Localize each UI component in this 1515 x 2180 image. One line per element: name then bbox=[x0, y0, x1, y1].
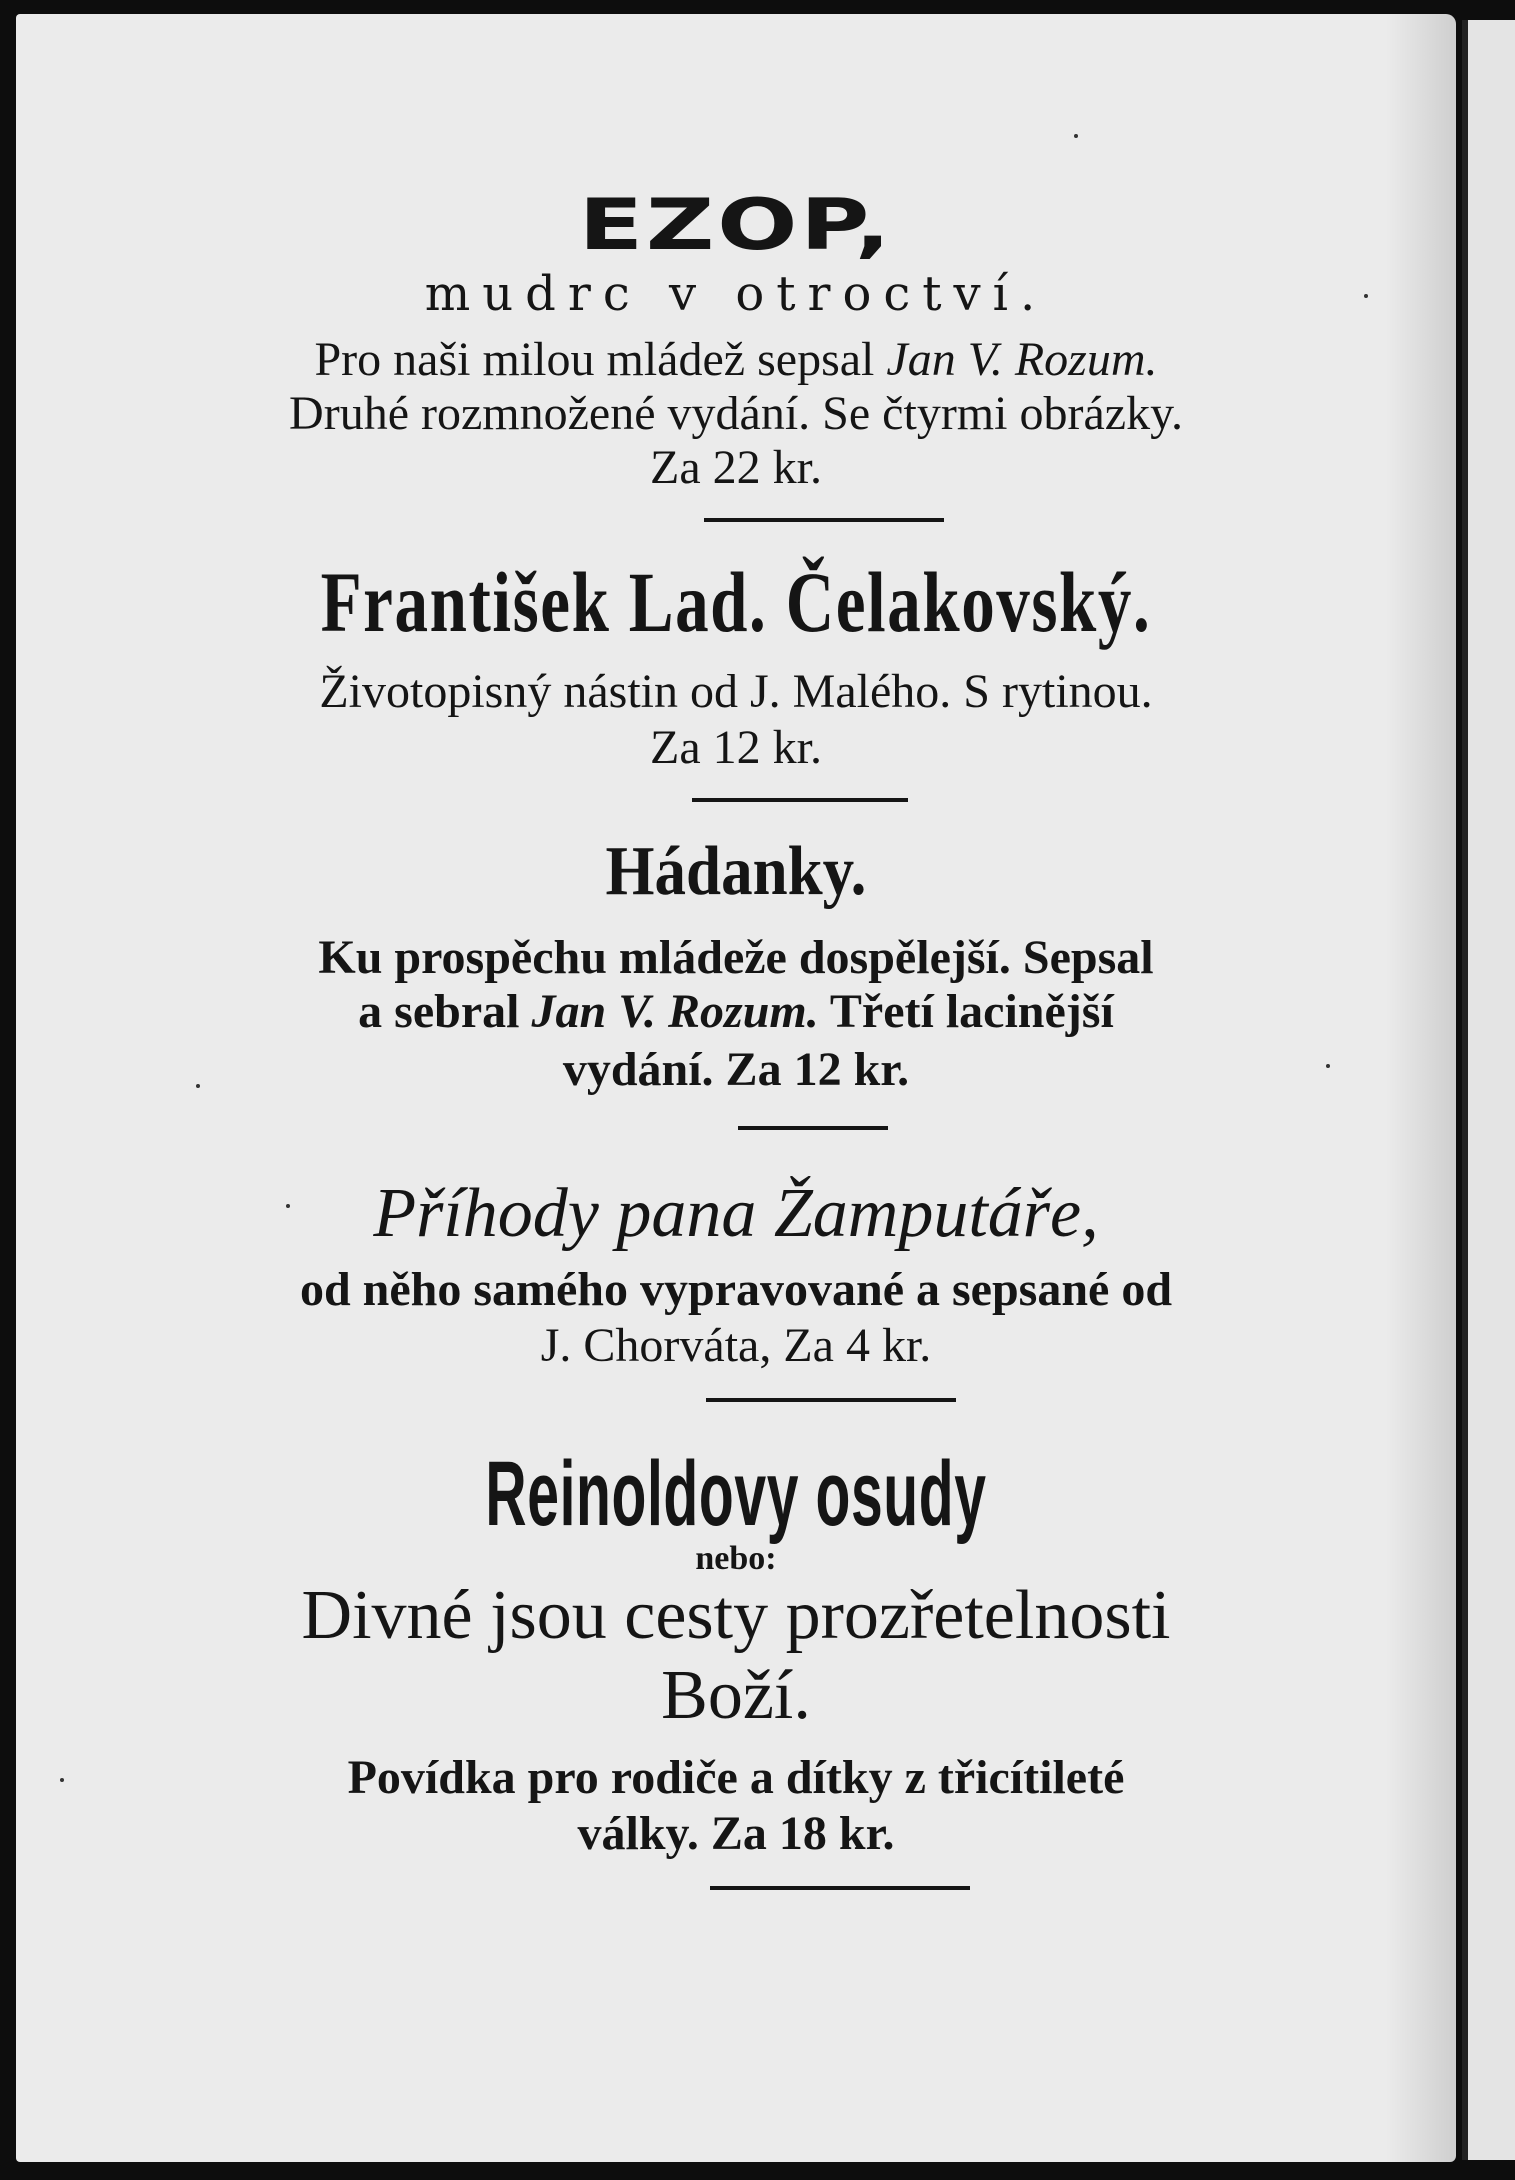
entry-ezop-author: Jan V. Rozum. bbox=[886, 333, 1158, 386]
entry-celakovsky-line1: Životopisný nástin od J. Malého. S rytinou. bbox=[319, 665, 1153, 718]
entry-title-ezop: EZOP, bbox=[578, 184, 894, 266]
divider-rule bbox=[704, 518, 944, 522]
divider-rule bbox=[710, 1886, 970, 1890]
entry-ezop-line1-text: Pro naši milou mládež sepsal bbox=[314, 333, 887, 386]
adjacent-page-edge bbox=[1462, 20, 1515, 2160]
divider-rule bbox=[692, 798, 908, 802]
entry-hadanky-line3: vydání. Za 12 kr. bbox=[562, 1043, 910, 1096]
scan-speck bbox=[286, 1204, 290, 1208]
entry-hadanky-line2-rest: Třetí lacinější bbox=[818, 985, 1114, 1038]
entry-zamputar-line1: od něho samého vypravované a sepsané od bbox=[299, 1263, 1173, 1316]
entry-celakovsky-price: Za 12 kr. bbox=[650, 721, 822, 774]
entry-hadanky-author: Jan V. Rozum. bbox=[531, 985, 819, 1038]
divider-rule bbox=[706, 1398, 956, 1402]
entry-ezop-line2: Druhé rozmnožené vydání. Se čtyrmi obrázky. bbox=[289, 387, 1183, 440]
entry-ezop-line1 bbox=[16, 332, 1456, 387]
entry-reinold-line2: války. Za 18 kr. bbox=[577, 1807, 895, 1860]
entry-reinold-subtitle2: Boží. bbox=[661, 1657, 811, 1734]
entry-hadanky-line1: Ku prospěchu mládeže dospělejší. Sepsal bbox=[318, 931, 1154, 984]
scan-speck bbox=[1364, 294, 1368, 298]
entry-reinold-subtitle1: Divné jsou cesty prozřetelnosti bbox=[301, 1577, 1171, 1654]
scan-speck bbox=[1074, 134, 1078, 138]
entry-reinold-line1: Povídka pro rodiče a dítky z třicítileté bbox=[347, 1751, 1125, 1804]
entry-ezop-price: Za 22 kr. bbox=[650, 441, 822, 494]
entry-title-reinold: Reinoldovy osudy bbox=[485, 1443, 987, 1545]
document-page bbox=[16, 14, 1456, 2162]
entry-hadanky-line2 bbox=[16, 984, 1456, 1039]
entry-zamputar-line2: J. Chorváta, Za 4 kr. bbox=[540, 1319, 932, 1372]
entry-title-hadanky: Hádanky. bbox=[605, 833, 867, 910]
entry-title-zamputar: Příhody pana Žamputáře, bbox=[373, 1175, 1099, 1252]
scan-speck bbox=[196, 1084, 200, 1088]
scan-speck bbox=[60, 1778, 64, 1782]
entry-subtitle-ezop: mudrc v otroctví. bbox=[424, 266, 1048, 322]
entry-reinold-connector: nebo: bbox=[695, 1540, 777, 1577]
entry-title-celakovsky: František Lad. Čelakovský. bbox=[320, 554, 1152, 650]
scan-speck bbox=[1326, 1064, 1330, 1068]
entry-hadanky-line2-text: a sebral bbox=[358, 985, 532, 1038]
divider-rule bbox=[738, 1126, 888, 1130]
